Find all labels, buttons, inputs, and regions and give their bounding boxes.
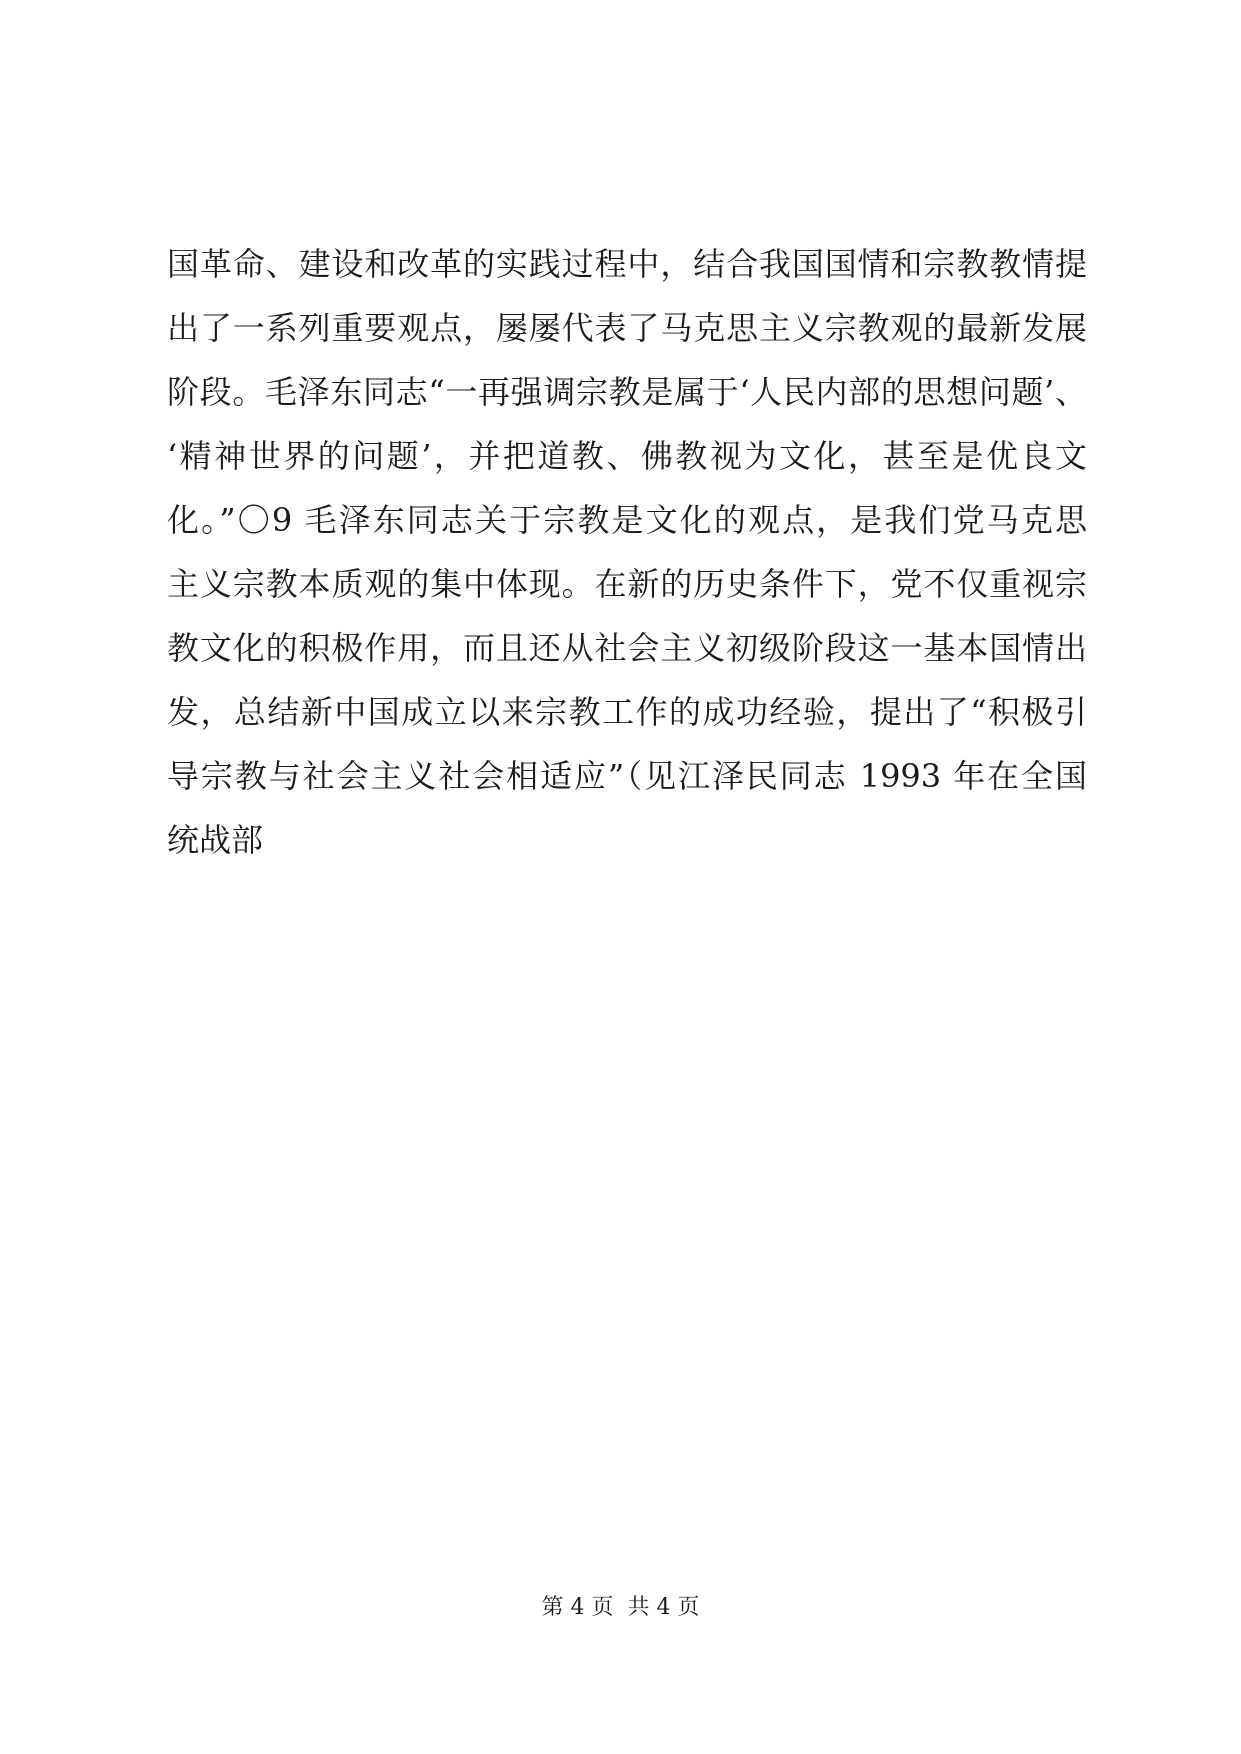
text-line: 国革命、建设和改革的实践过程中，结合我国国情和宗教教情提: [167, 245, 1087, 283]
body-paragraph: [167, 232, 1087, 872]
text-line: 统战部: [167, 821, 264, 859]
text-line: ‘精神世界的问题’，并把道教、佛教视为文化，甚至是优良文: [167, 437, 1087, 475]
text-line: 教文化的积极作用，而且还从社会主义初级阶段这一基本国情出: [167, 629, 1087, 667]
text-line: 发，总结新中国成立以来宗教工作的成功经验，提出了“积极引: [167, 693, 1087, 731]
page-number-footer: 第 4 页 共 4 页: [541, 1595, 700, 1620]
text-line: 导宗教与社会主义社会相适应”（见江泽民同志 1993 年在全国: [167, 757, 1087, 795]
text-line: 阶段。毛泽东同志“一再强调宗教是属于‘人民内部的思想问题’、: [167, 373, 1087, 411]
text-line: 化。”〇9 毛泽东同志关于宗教是文化的观点，是我们党马克思: [167, 501, 1087, 539]
text-line: 主义宗教本质观的集中体现。在新的历史条件下，党不仅重视宗: [167, 565, 1087, 603]
text-line: 出了一系列重要观点，屡屡代表了马克思主义宗教观的最新发展: [167, 309, 1087, 347]
